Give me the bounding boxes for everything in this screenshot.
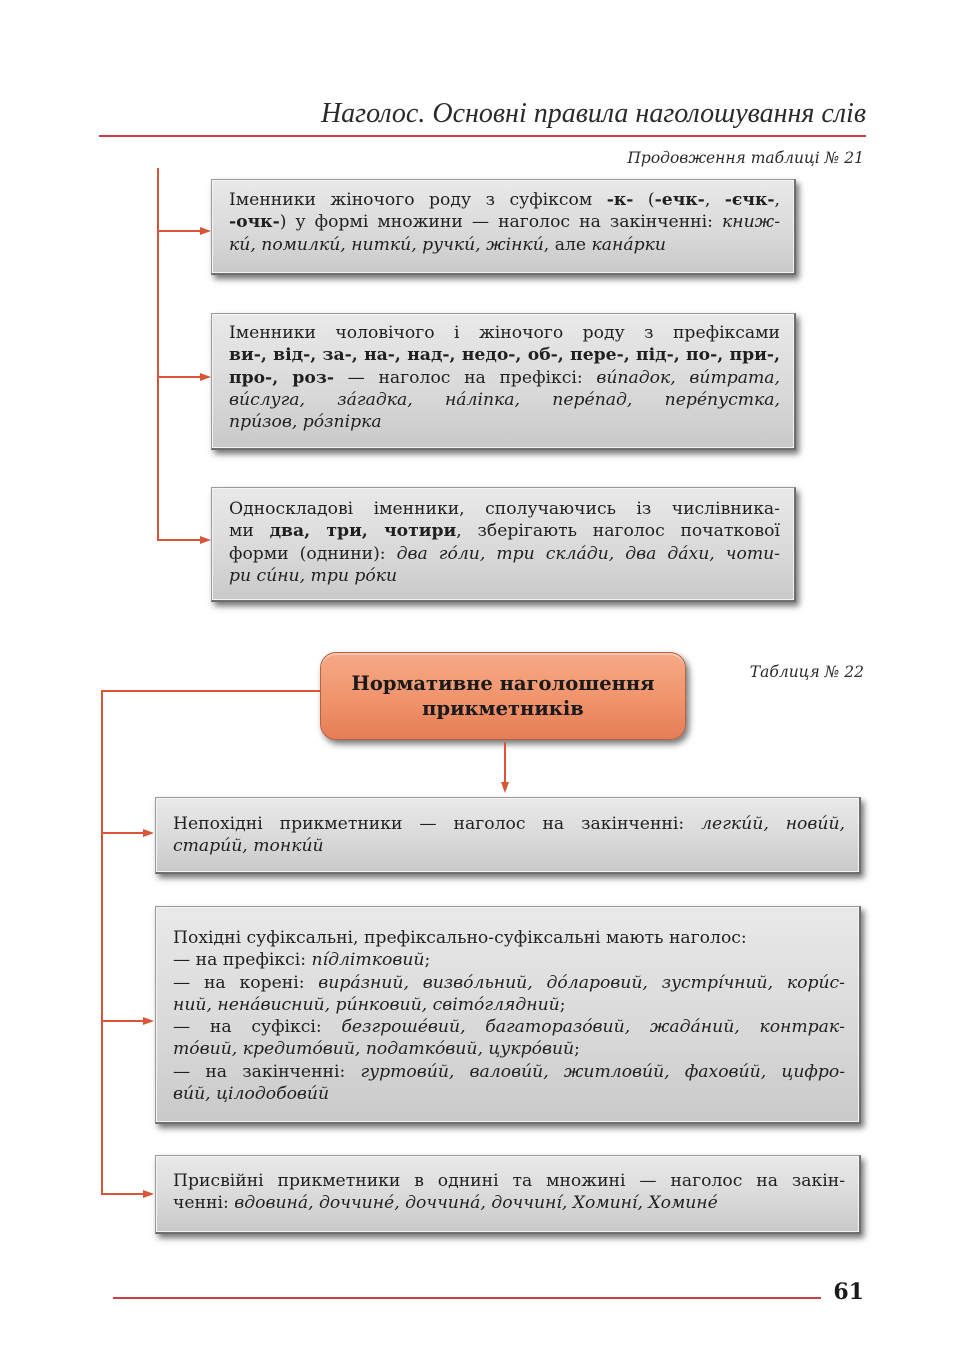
table-heading-line2: прикметників — [422, 697, 584, 720]
arrow-down-icon — [501, 782, 509, 793]
header-divider — [99, 135, 866, 137]
rule-box-monosyllabic-nouns: Односкладові іменники, сполучаючись із числівника- ми два, три, чотири, зберігають наголос початкової форми (однини): два гóли, три склáди, два дáхи, чоти- ри сúни, три рóки — [211, 487, 796, 602]
footer-divider — [113, 1297, 821, 1299]
rule-box-feminine-nouns: Іменники жіночого роду з суфіксом -к- (-ечк-, -єчк-, -очк-) у формі множини — наголос на закінченні: книж- кú, помилкú, ниткú, ручкú, жінкú, але канáрки — [211, 179, 796, 275]
table21-connector-1 — [157, 230, 203, 232]
arrow-icon — [143, 1190, 154, 1198]
table22-connector-trunk — [101, 690, 103, 1194]
arrow-icon — [200, 536, 211, 544]
table22-connector-2 — [101, 1020, 146, 1022]
table-heading-box — [320, 652, 686, 740]
page-number: 61 — [833, 1279, 864, 1305]
table22-down-connector — [504, 742, 506, 784]
table21-connector-2 — [157, 376, 203, 378]
arrow-icon — [143, 1017, 154, 1025]
table22-top-connector — [101, 690, 320, 692]
arrow-icon — [143, 829, 154, 837]
arrow-icon — [200, 227, 211, 235]
rule-box-prefix-nouns: Іменники чоловічого і жіночого роду з префіксами ви-, від-, за-, на-, над-, недо-, об-, пере-, під-, по-, при-, про-, роз- — наголос на префіксі: вúпадок, вúтрата, вúслуга, зáгадка, нáліпка, перéпад, перéпустка, прúзов, рóзпірка — [211, 313, 796, 450]
table-number-label: Таблиця № 22 — [749, 663, 864, 681]
rule-box-possessive-adjectives: Присвійні прикметники в однині та множині — наголос на закін- ченні: вдовинá, доччинé, доччинá, доччинí, Хоминí, Хоминé — [155, 1155, 861, 1234]
page-header-title: Наголос. Основні правила наголошування слів — [320, 98, 866, 129]
table21-connector-3 — [157, 539, 203, 541]
rule-box-underived-adjectives: Непохідні прикметники — наголос на закінченні: легкúй, новúй, старúй, тонкúй — [155, 797, 861, 874]
table22-connector-3 — [101, 1193, 146, 1195]
arrow-icon — [200, 373, 211, 381]
table22-connector-1 — [101, 832, 146, 834]
table21-connector-trunk — [157, 168, 159, 540]
rule-box-derived-adjectives: Похідні суфіксальні, префіксально-суфіксальні мають наголос: — на префіксі: пíдлітковий; — на корені: вирáзний, визвóльний, дóларовий, зустрíчний, корúс- ний, ненáвисний, рúнковий, світóглядний; — на суфіксі: безгрошéвий, багаторазóвий, жадáний, контрак- тóвий, кредитóвий, податкóвий, цукрóвий; — на закінченні: гуртовúй, валовúй, житловúй, фаховúй, цифро- вúй, цілодобовúй — [155, 906, 861, 1124]
table-continuation-label: Продовження таблиці № 21 — [627, 149, 864, 167]
table-heading-line1: Нормативне наголошення — [351, 672, 655, 695]
